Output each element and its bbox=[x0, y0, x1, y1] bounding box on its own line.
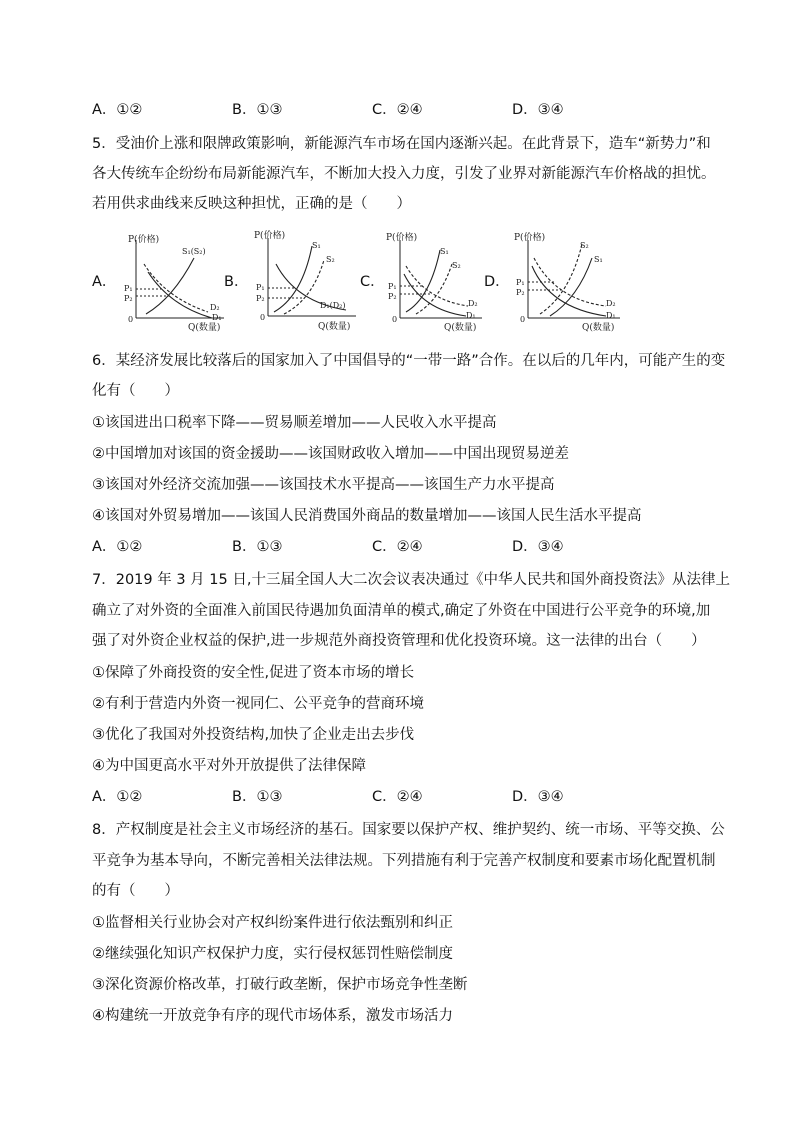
q7-item-3: ③优化了我国对外投资结构,加快了企业走出去步伐 bbox=[92, 727, 415, 743]
graph-b-curve-s1: S₁ bbox=[312, 241, 321, 250]
q6-option-d: D．③④ bbox=[512, 539, 564, 555]
graph-c-ylabel: P(价格) bbox=[386, 233, 418, 243]
graph-c-origin: 0 bbox=[392, 315, 398, 324]
q6-option-c: C．②④ bbox=[372, 539, 423, 555]
graph-a-curve-d2: D₂ bbox=[210, 303, 220, 312]
graph-b-origin: 0 bbox=[260, 313, 266, 322]
q8-item-2: ②继续强化知识产权保护力度，实行侵权惩罚性赔偿制度 bbox=[92, 946, 453, 962]
q6-stem-line-2: 化有（ ） bbox=[92, 383, 179, 399]
graph-d-origin: 0 bbox=[520, 315, 526, 324]
graph-d-curve-d1: D₁ bbox=[606, 311, 616, 320]
q8-item-3: ③深化资源价格改革，打破行政垄断，保护市场竞争性垄断 bbox=[92, 977, 468, 993]
graph-c-curve-s1: S₁ bbox=[440, 247, 449, 256]
graph-a-p1: P₁ bbox=[124, 284, 133, 293]
graph-c-curve-s2: S₂ bbox=[452, 261, 461, 270]
graph-a-xlabel: Q(数量) bbox=[188, 323, 221, 332]
graph-b-xlabel: Q(数量) bbox=[318, 322, 351, 332]
graph-c-p2: P₂ bbox=[388, 292, 397, 301]
graph-c-xlabel: Q(数量) bbox=[444, 323, 477, 332]
graph-d-ylabel: P(价格) bbox=[514, 233, 546, 243]
q5-graph-b-label: B． bbox=[224, 274, 249, 290]
q7-stem-line-3: 强了对外资企业权益的保护,进一步规范外商投资管理和优化投资环境。这一法律的出台（ ） bbox=[92, 633, 706, 649]
q5-graph-c bbox=[382, 228, 492, 332]
graph-c-curve-d2: D₂ bbox=[468, 299, 478, 308]
graph-b-ylabel: P(价格) bbox=[254, 231, 286, 241]
graph-c-p1: P₁ bbox=[388, 282, 397, 291]
q6-option-b: B．①③ bbox=[232, 539, 283, 555]
q5-graph-a bbox=[118, 228, 228, 332]
q7-item-4: ④为中国更高水平对外开放提供了法律保障 bbox=[92, 758, 366, 774]
q5-stem-line-2: 各大传统车企纷纷布局新能源汽车，不断加大投入力度，引发了业界对新能源汽车价格战的担忧。 bbox=[92, 166, 716, 182]
graph-a-ylabel: P(价格) bbox=[128, 235, 160, 245]
q6-item-4: ④该国对外贸易增加——该国人民消费国外商品的数量增加——该国人民生活水平提高 bbox=[92, 508, 642, 524]
graph-b-p1: P₁ bbox=[256, 283, 265, 292]
q4-option-b: B．①③ bbox=[232, 102, 283, 118]
q7-option-d: D．③④ bbox=[512, 789, 564, 805]
q6-item-3: ③该国对外经济交流加强——该国技术水平提高——该国生产力水平提高 bbox=[92, 477, 555, 493]
q5-graph-c-label: C． bbox=[360, 274, 385, 290]
graph-a-curve-d1: D₁ bbox=[212, 313, 222, 322]
graph-a-curve-s: S₁(S₂) bbox=[182, 247, 206, 256]
graph-d-curve-s1: S₁ bbox=[594, 255, 603, 264]
q7-option-c: C．②④ bbox=[372, 789, 423, 805]
q7-option-b: B．①③ bbox=[232, 789, 283, 805]
q6-item-1: ①该国进出口税率下降——贸易顺差增加——人民收入水平提高 bbox=[92, 415, 497, 431]
q7-item-2: ②有利于营造内外资一视同仁、公平竞争的营商环境 bbox=[92, 696, 424, 712]
q8-item-1: ①监督相关行业协会对产权纠纷案件进行依法甄别和纠正 bbox=[92, 915, 453, 931]
q5-graph-b bbox=[250, 226, 360, 332]
graph-d-p1: P₁ bbox=[516, 278, 525, 287]
graph-b-p2: P₂ bbox=[256, 294, 265, 303]
graph-a-p2: P₂ bbox=[124, 294, 133, 303]
q8-stem-line-2: 平竞争为基本导向，不断完善相关法律法规。下列措施有利于完善产权制度和要素市场化配置机制 bbox=[92, 853, 716, 869]
q8-stem-line-3: 的有（ ） bbox=[92, 883, 179, 899]
q6-stem-line-1: 6．某经济发展比较落后的国家加入了中国倡导的“一带一路”合作。在以后的几年内，可能产生的变 bbox=[92, 353, 726, 369]
q4-option-d: D．③④ bbox=[512, 102, 564, 118]
q5-graph-d-label: D． bbox=[484, 274, 510, 290]
graph-b-curve-s2: S₂ bbox=[326, 255, 335, 264]
q8-item-4: ④构建统一开放竞争有序的现代市场体系，激发市场活力 bbox=[92, 1008, 453, 1024]
q5-stem-line-1: 5．受油价上涨和限牌政策影响，新能源汽车市场在国内逐渐兴起。在此背景下，造车“新势力”和 bbox=[92, 136, 711, 152]
graph-b-curve-d: D₁(D₂) bbox=[320, 301, 346, 310]
q8-stem-line-1: 8．产权制度是社会主义市场经济的基石。国家要以保护产权、维护契约、统一市场、平等交换、公 bbox=[92, 822, 725, 838]
q6-item-2: ②中国增加对该国的资金援助——该国财政收入增加——中国出现贸易逆差 bbox=[92, 446, 569, 462]
graph-d-xlabel: Q(数量) bbox=[582, 323, 615, 333]
q7-stem-line-1: 7．2019 年 3 月 15 日,十三届全国人大二次会议表决通过《中华人民共和国外商投资法》从法律上 bbox=[92, 572, 730, 588]
q7-item-1: ①保障了外商投资的安全性,促进了资本市场的增长 bbox=[92, 665, 415, 681]
q4-option-a: A．①② bbox=[92, 102, 143, 118]
graph-a-origin: 0 bbox=[128, 315, 134, 324]
q7-stem-line-2: 确立了对外资的全面准入前国民待遇加负面清单的模式,确定了外资在中国进行公平竞争的环境,加 bbox=[92, 603, 711, 619]
graph-c-curve-d1: D₁ bbox=[466, 311, 476, 320]
graph-d-p2: P₂ bbox=[516, 288, 525, 297]
q7-option-a: A．①② bbox=[92, 789, 143, 805]
q6-option-a: A．①② bbox=[92, 539, 143, 555]
q5-graph-a-label: A． bbox=[92, 274, 117, 290]
q5-graph-d bbox=[510, 228, 628, 334]
graph-d-curve-s2: S₂ bbox=[580, 241, 589, 250]
q4-option-c: C．②④ bbox=[372, 102, 423, 118]
q5-stem-line-3: 若用供求曲线来反映这种担忧，正确的是（ ） bbox=[92, 196, 411, 212]
graph-d-curve-d2: D₂ bbox=[606, 299, 616, 308]
